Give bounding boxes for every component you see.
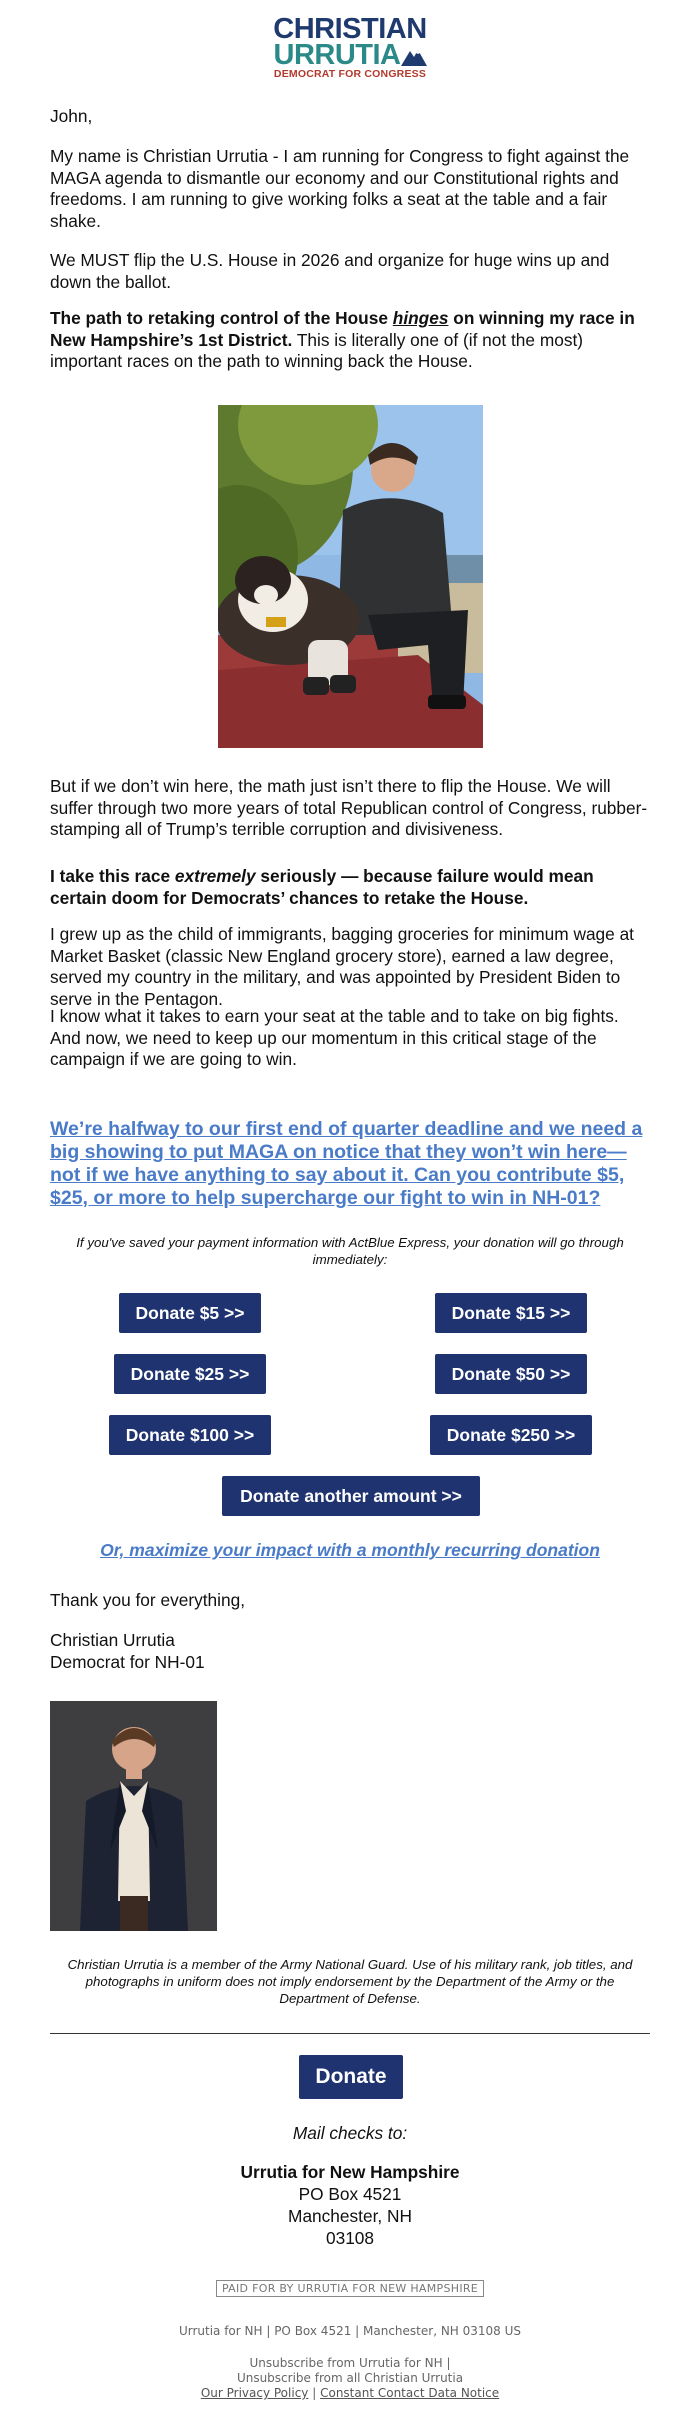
donate-250-button[interactable]: Donate $250 >> xyxy=(430,1415,592,1455)
actblue-express-note: If you've saved your payment information with ActBlue Express, your donation will go through immediately: xyxy=(76,1235,624,1267)
thanks-line: Thank you for everything, xyxy=(50,1590,245,1610)
paragraph-biography: I grew up as the child of immigrants, bagging groceries for minimum wage at Market Basket (classic New England grocery store), earned a law degree, served my country in the military, and was appointed by President Biden to serve in the Pentagon. xyxy=(50,924,634,1009)
contribute-cta-link[interactable]: We’re halfway to our first end of quarter deadline and we need a big showing to put MAGA on notice that they won’t win here—not if we have anything to say about it. Can you contribute $5, $25, or more to help supercharge our fight to win in NH-01? xyxy=(50,1118,643,1209)
mail-city: Manchester, NH xyxy=(288,2206,412,2226)
donate-25-button[interactable]: Donate $25 >> xyxy=(114,1354,266,1394)
candidate-portrait-photo xyxy=(50,1701,217,1931)
mountain-icon xyxy=(401,46,427,66)
paid-for-notice: PAID FOR BY URRUTIA FOR NEW HAMPSHIRE xyxy=(216,2280,484,2297)
monthly-donation-link[interactable]: Or, maximize your impact with a monthly recurring donation xyxy=(100,1540,600,1560)
candidate-with-dog-photo xyxy=(218,405,483,748)
divider xyxy=(50,2033,650,2034)
greeting: John, xyxy=(50,106,93,126)
unsubscribe-campaign-link[interactable]: Unsubscribe from Urrutia for NH | xyxy=(249,2356,451,2370)
mail-org: Urrutia for New Hampshire xyxy=(240,2162,460,2182)
signature-title: Democrat for NH-01 xyxy=(50,1651,205,1672)
paragraph-intro: My name is Christian Urrutia - I am running for Congress to fight against the MAGA agenda to dismantle our economy and our Constitutional rights and freedoms. I am running to give working folks a seat at the table and a fair shake. xyxy=(50,146,630,231)
paragraph-path: The path to retaking control of the House hinges on winning my race in New Hampshire’s 1st District. This is literally one of (if not the most) important races on the path to winning back the House. xyxy=(50,308,635,371)
logo-last-name: URRUTIA xyxy=(273,39,401,71)
donate-main-button[interactable]: Donate xyxy=(299,2055,403,2099)
footer-address: Urrutia for NH | PO Box 4521 | Manchester, NH 03108 US xyxy=(178,2324,522,2338)
military-disclaimer: Christian Urrutia is a member of the Army National Guard. Use of his military rank, job titles, and photographs in uniform does not imply endorsement by the Department of the Army or the Department of Defense. xyxy=(67,1957,633,2006)
paragraph-momentum: I know what it takes to earn your seat at the table and to take on big fights. And now, we need to keep up our momentum in this critical stage of the campaign if we are going to win. xyxy=(50,1006,619,1069)
unsubscribe-all-link[interactable]: Unsubscribe from all Christian Urrutia xyxy=(236,2371,464,2385)
signature-name: Christian Urrutia xyxy=(50,1630,175,1650)
donate-other-amount-button[interactable]: Donate another amount >> xyxy=(222,1476,480,1516)
footer-links: Our Privacy Policy | Constant Contact Data Notice xyxy=(200,2386,500,2400)
donate-15-button[interactable]: Donate $15 >> xyxy=(435,1293,587,1333)
mail-zip: 03108 xyxy=(325,2228,375,2248)
donate-5-button[interactable]: Donate $5 >> xyxy=(119,1293,261,1333)
donate-100-button[interactable]: Donate $100 >> xyxy=(109,1415,271,1455)
paragraph-seriously: I take this race extremely seriously — because failure would mean certain doom for Democrats’ chances to retake the House. xyxy=(50,866,594,908)
logo-tagline: DEMOCRAT FOR CONGRESS xyxy=(273,68,427,80)
constant-contact-notice-link[interactable]: Constant Contact Data Notice xyxy=(320,2386,500,2400)
privacy-policy-link[interactable]: Our Privacy Policy xyxy=(200,2386,309,2400)
paragraph-flip-house: We MUST flip the U.S. House in 2026 and organize for huge wins up and down the ballot. xyxy=(50,250,610,292)
mail-checks-label: Mail checks to: xyxy=(292,2123,408,2143)
paragraph-math: But if we don’t win here, the math just isn’t there to flip the House. We will suffer through two more years of total Republican control of Congress, rubber-stamping all of Trump’s terrible corruption and divisiveness. xyxy=(50,776,648,839)
campaign-logo[interactable] xyxy=(0,13,700,81)
logo-first-name: CHRISTIAN xyxy=(273,13,427,45)
donate-50-button[interactable]: Donate $50 >> xyxy=(435,1354,587,1394)
mail-po-box: PO Box 4521 xyxy=(298,2184,402,2204)
